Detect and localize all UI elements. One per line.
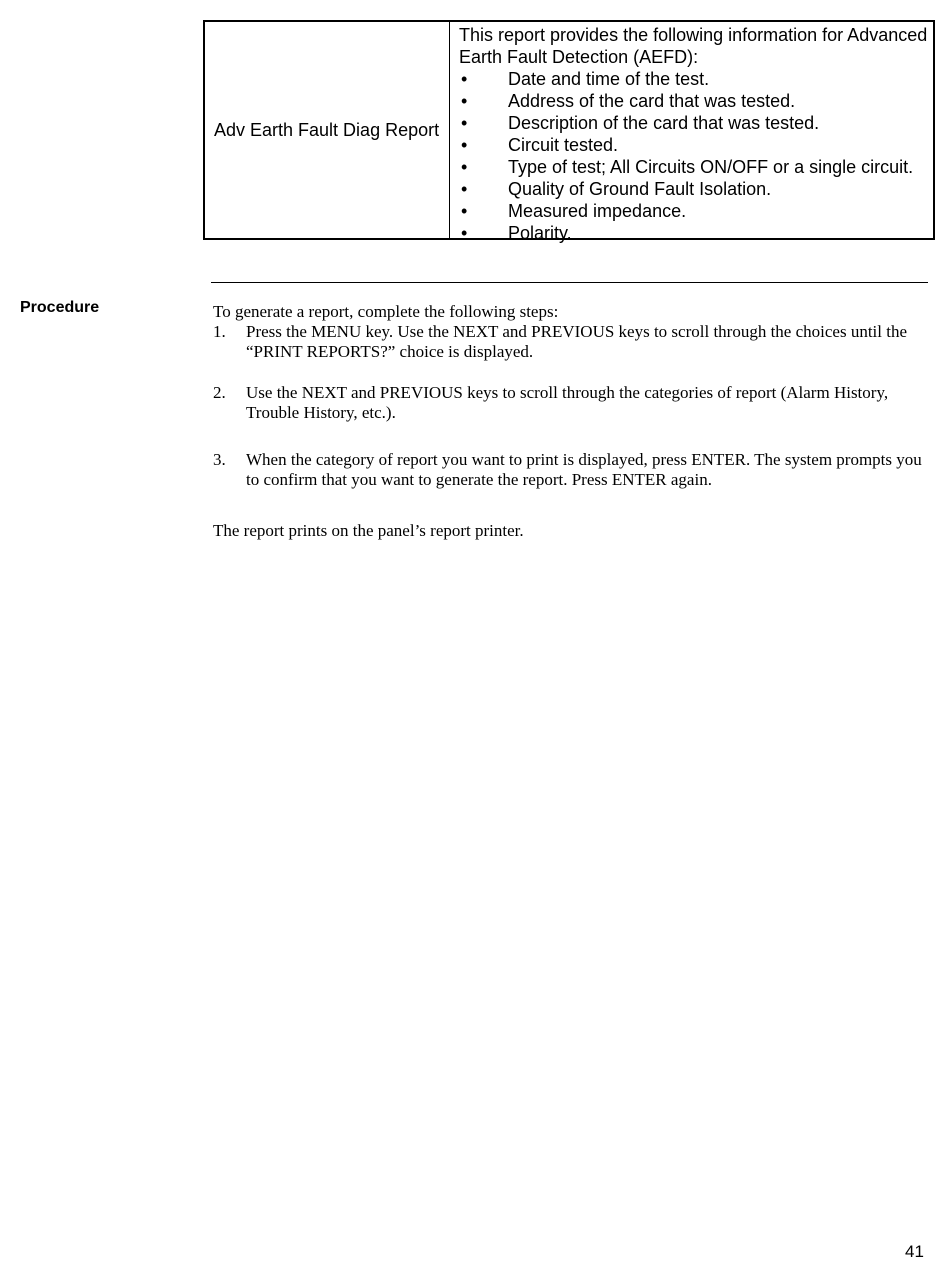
list-item-text: Address of the card that was tested. bbox=[508, 91, 796, 111]
list-item bbox=[459, 68, 933, 90]
bullet-icon: • bbox=[461, 113, 468, 133]
bullet-icon: • bbox=[461, 157, 468, 177]
list-item-text: Polarity. bbox=[508, 223, 572, 243]
bullet-icon: • bbox=[461, 179, 468, 199]
procedure-intro: To generate a report, complete the following steps: bbox=[213, 302, 559, 321]
procedure-step bbox=[213, 322, 933, 362]
procedure-body bbox=[213, 302, 933, 541]
procedure-closing: The report prints on the panel’s report printer. bbox=[213, 521, 524, 540]
list-item-text: Date and time of the test. bbox=[508, 69, 710, 89]
step-text: Use the NEXT and PREVIOUS keys to scroll through the categories of report (Alarm History, Trouble History, etc.). bbox=[246, 383, 889, 422]
list-item-text: Circuit tested. bbox=[508, 135, 619, 155]
bullet-icon: • bbox=[461, 69, 468, 89]
step-text: When the category of report you want to print is displayed, press ENTER. The system prompts you to confirm that you want to generate the report. Press ENTER again. bbox=[246, 450, 922, 489]
list-item bbox=[459, 178, 933, 200]
bullet-icon: • bbox=[461, 135, 468, 155]
bullet-icon: • bbox=[461, 223, 468, 243]
bullet-icon: • bbox=[461, 201, 468, 221]
report-name: Adv Earth Fault Diag Report bbox=[214, 119, 440, 140]
list-item bbox=[459, 112, 933, 134]
procedure-step bbox=[213, 383, 933, 423]
page-number: 41 bbox=[905, 1242, 924, 1261]
section-heading: Procedure bbox=[20, 299, 100, 316]
report-info-list bbox=[459, 68, 933, 244]
bullet-icon: • bbox=[461, 91, 468, 111]
list-item-text: Description of the card that was tested. bbox=[508, 113, 820, 133]
list-item bbox=[459, 156, 933, 178]
step-text: Press the MENU key. Use the NEXT and PREVIOUS keys to scroll through the choices until the “PRINT REPORTS?” choice is displayed. bbox=[246, 322, 908, 361]
step-number: 1. bbox=[213, 322, 226, 341]
section-divider bbox=[211, 282, 928, 283]
report-table bbox=[203, 20, 935, 243]
list-item-text: Quality of Ground Fault Isolation. bbox=[508, 179, 772, 199]
step-number: 3. bbox=[213, 450, 226, 469]
list-item bbox=[459, 222, 933, 244]
procedure-steps bbox=[213, 322, 933, 490]
list-item-text: Measured impedance. bbox=[508, 201, 687, 221]
list-item-text: Type of test; All Circuits ON/OFF or a single circuit. bbox=[508, 157, 914, 177]
procedure-step bbox=[213, 450, 933, 490]
step-number: 2. bbox=[213, 383, 226, 402]
list-item bbox=[459, 90, 933, 112]
report-name-cell bbox=[205, 22, 450, 238]
report-description-cell bbox=[450, 22, 933, 243]
list-item bbox=[459, 134, 933, 156]
report-description-intro: This report provides the following information for Advanced Earth Fault Detection (AEFD): bbox=[459, 25, 928, 67]
list-item bbox=[459, 200, 933, 222]
